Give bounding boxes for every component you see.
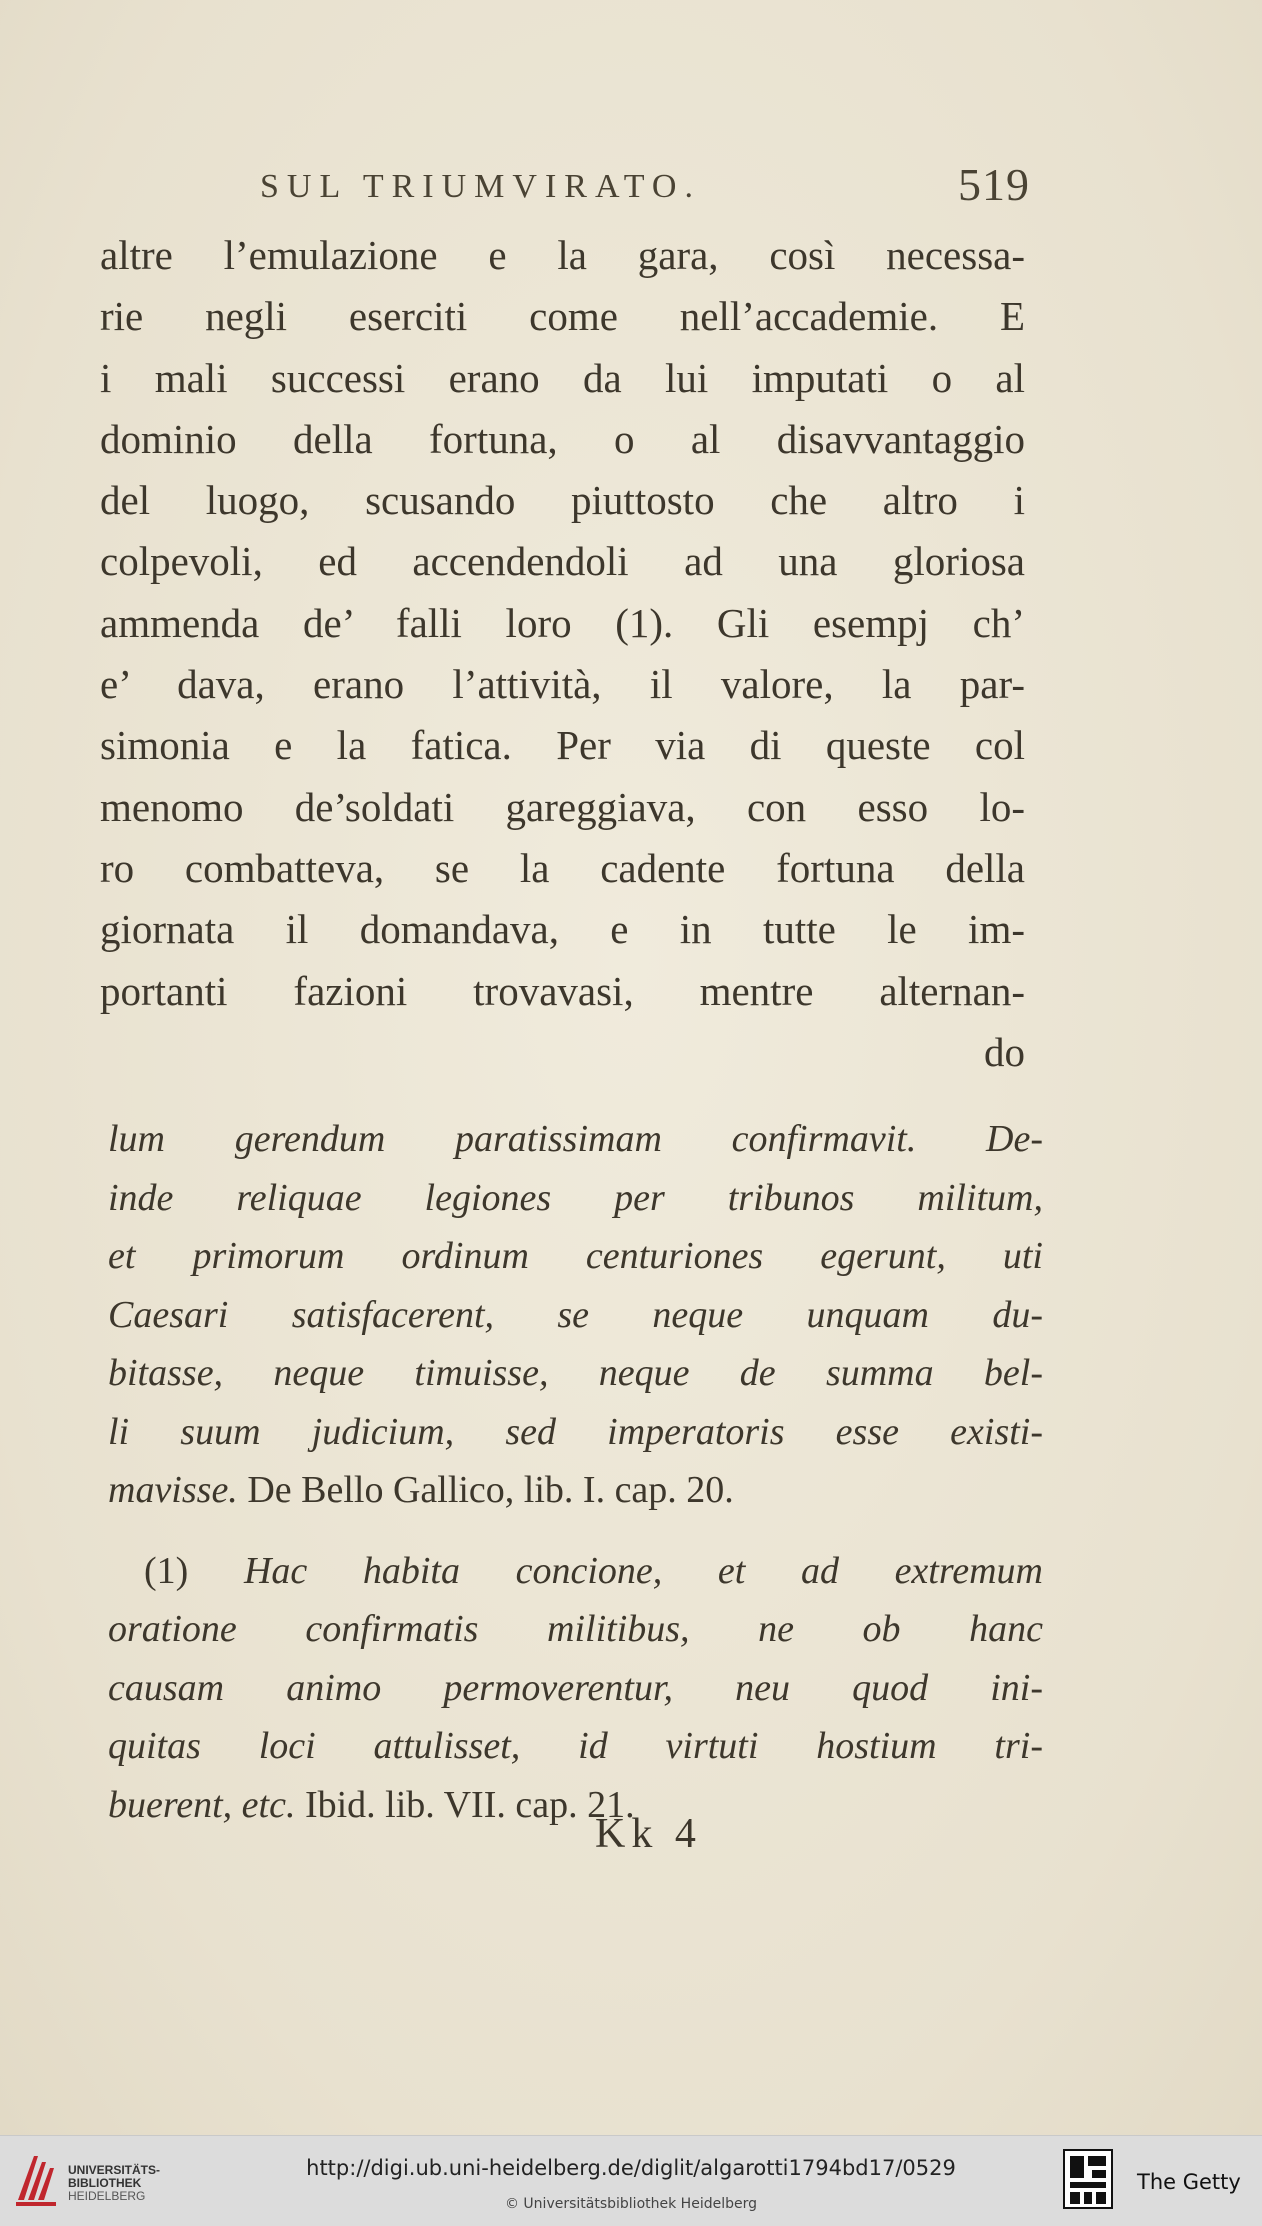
footnote-line: quitas loci attulisset, id virtuti hostium tri- xyxy=(108,1725,1043,1767)
footnote-line: bitasse, neque timuisse, neque de summa bel- xyxy=(108,1352,1043,1394)
footnote-1 xyxy=(108,1542,1043,1835)
library-name-line: BIBLIOTHEK xyxy=(68,2176,142,2190)
page-number: 519 xyxy=(958,159,1030,210)
footnote-italic: buerent, etc. xyxy=(108,1783,296,1826)
footnote-line: Caesari satisfacerent, se neque unquam du- xyxy=(108,1293,1043,1336)
footnote-line: inde reliquae legiones per tribunos militum, xyxy=(108,1176,1043,1219)
footnote-line: et primorum ordinum centuriones egerunt, uti xyxy=(108,1235,1043,1277)
footnote-line xyxy=(108,1776,1043,1835)
viewer-footer xyxy=(0,2135,1262,2226)
footnote-line xyxy=(108,1461,1043,1520)
footnote-continuation xyxy=(108,1110,1043,1520)
body-line: simonia e la fatica. Per via di queste col xyxy=(100,722,1025,769)
footnote-line: oratione confirmatis militibus, ne ob hanc xyxy=(108,1608,1043,1650)
body-line: i mali successi erano da lui imputati o al xyxy=(100,354,1025,401)
body-text xyxy=(100,225,1025,1083)
body-line: dominio della fortuna, o al disavvantaggio xyxy=(100,415,1025,462)
catchword: do xyxy=(984,1028,1025,1075)
footnote-line: causam animo permoverentur, neu quod ini- xyxy=(108,1666,1043,1709)
library-name-line: HEIDELBERG xyxy=(68,2189,146,2203)
body-line: del luogo, scusando piuttosto che altro i xyxy=(100,477,1025,524)
running-head xyxy=(260,158,1030,218)
body-line: e’ dava, erano l’attività, il valore, la par- xyxy=(100,661,1025,708)
body-line: giornata il domandava, e in tutte le im- xyxy=(100,906,1025,953)
signature-mark: Kk 4 xyxy=(595,1811,702,1857)
body-line: altre l’emulazione e la gara, così necessa- xyxy=(100,232,1025,278)
footnotes xyxy=(108,1110,1043,1834)
copyright-notice: © Universitätsbibliothek Heidelberg xyxy=(504,2196,757,2212)
body-line: rie negli eserciti come nell’accademie. E xyxy=(100,293,1025,340)
partner-name: The Getty xyxy=(1137,2170,1241,2194)
footnote-marker: (1) xyxy=(144,1549,244,1592)
getty-logo-icon xyxy=(1062,2148,1114,2210)
body-line: menomo de’soldati gareggiava, con esso lo- xyxy=(100,783,1025,830)
running-head-title: SUL TRIUMVIRATO. xyxy=(260,168,701,205)
footnote-italic: mavisse. xyxy=(108,1469,238,1511)
footnote-line: li suum judicium, sed imperatoris esse existi- xyxy=(108,1410,1043,1453)
body-line: portanti fazioni trovavasi, mentre alternan- xyxy=(100,967,1025,1014)
footnote-citation: Ibid. lib. VII. cap. 21. xyxy=(295,1783,635,1826)
footnote-line: lum gerendum paratissimam confirmavit. De- xyxy=(108,1118,1043,1160)
footnote-line xyxy=(108,1542,1043,1601)
body-line: ro combatteva, se la cadente fortuna della xyxy=(100,844,1025,891)
body-line: colpevoli, ed accendendoli ad una gloriosa xyxy=(100,538,1025,585)
body-line: ammenda de’ falli loro (1). Gli esempj ch’ xyxy=(100,599,1025,646)
library-name-line: UNIVERSITÄTS- xyxy=(68,2163,161,2177)
partner-logo[interactable] xyxy=(1062,2148,1262,2218)
permalink[interactable]: http://digi.ub.uni-heidelberg.de/diglit/algarotti1794bd17/0529 xyxy=(306,2156,956,2180)
footnote-citation: De Bello Gallico, lib. I. cap. 20. xyxy=(237,1469,734,1511)
footnote-italic: Hac habita concione, et ad extremum xyxy=(243,1549,1043,1592)
